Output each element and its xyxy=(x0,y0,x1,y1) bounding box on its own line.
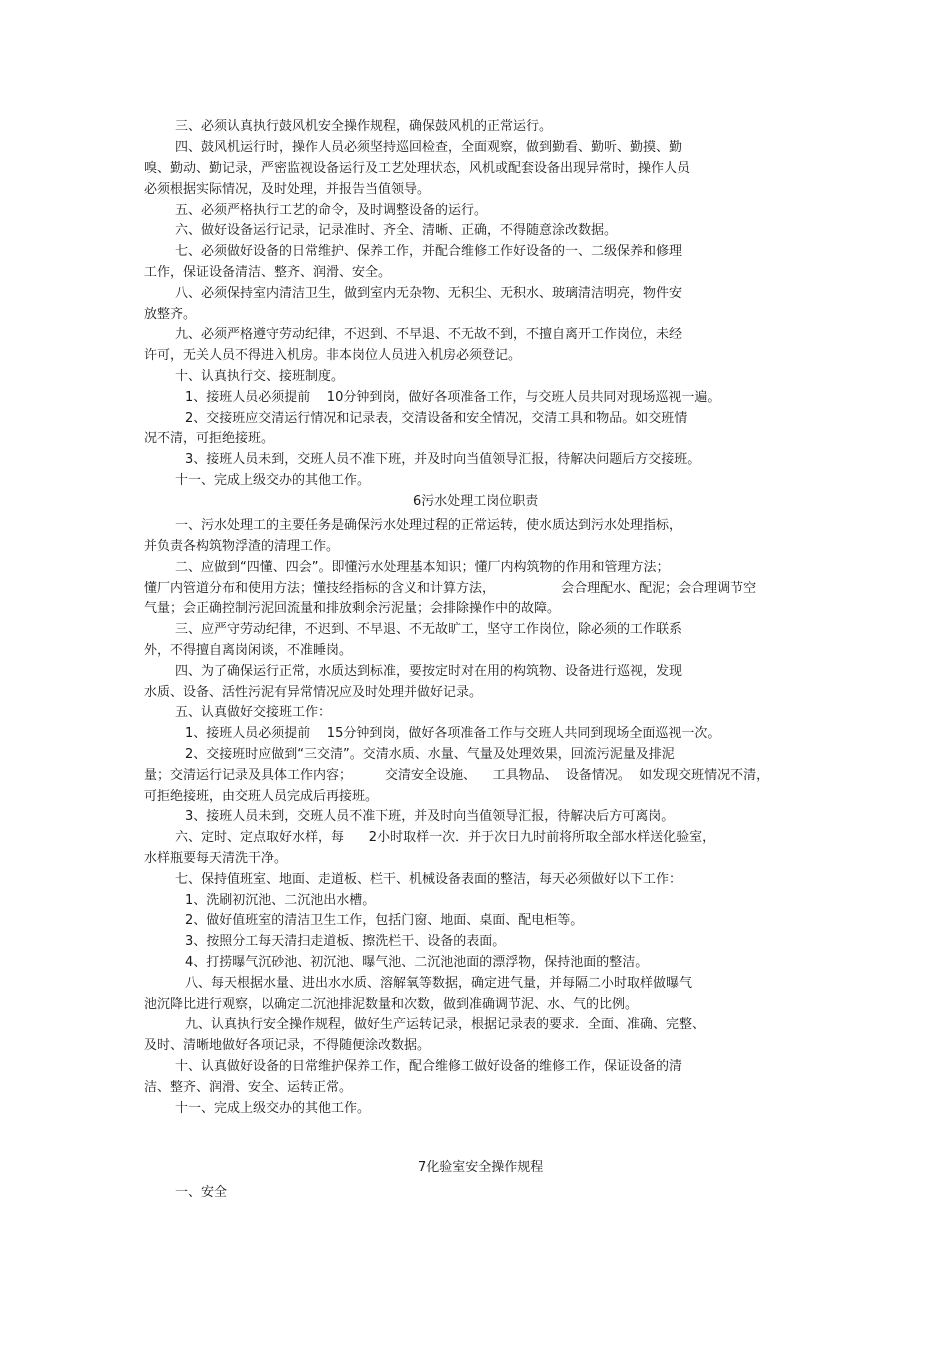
paragraph-line: 二、应做到“四懂、四会”。即懂污水处理基本知识；懂厂内构筑物的作用和管理方法； xyxy=(175,560,670,575)
paragraph-line: 水质、设备、活性污泥有异常情况应及时处理并做好记录。 xyxy=(144,685,483,700)
paragraph-line: 2、做好值班室的清洁卫生工作，包括门窗、地面、桌面、配电柜等。 xyxy=(185,913,584,928)
paragraph-line: 六、做好设备运行记录，记录准时、齐全、清晰、正确，不得随意涂改数据。 xyxy=(175,223,618,238)
paragraph-line: 十、认真执行交、接班制度。 xyxy=(175,369,345,384)
paragraph-line: 七、必须做好设备的日常维护、保养工作，并配合维修工作好设备的一、二级保养和修理 xyxy=(175,244,683,259)
paragraph-line: 况不清，可拒绝接班。 xyxy=(144,431,275,446)
paragraph-line: 气量；会正确控制污泥回流量和排放剩余污泥量；会排除操作中的故障。 xyxy=(144,601,561,616)
paragraph-line: 工作，保证设备清洁、整齐、润滑、安全。 xyxy=(144,265,392,280)
paragraph-line: 三、应严守劳动纪律，不迟到、不早退、不无故旷工，坚守工作岗位，除必须的工作联系 xyxy=(175,622,683,637)
paragraph-line: 4、打捞曝气沉砂池、初沉池、曝气池、二沉池池面的漂浮物，保持池面的整洁。 xyxy=(185,955,649,970)
paragraph-line: 量；交清运行记录及具体工作内容； 交清安全设施、 工具物品、 设备情况。 如发现交班情况不清， xyxy=(144,768,770,783)
paragraph-line: 八、每天根据水量、进出水水质、溶解氧等数据，确定进气量，并每隔二小时取样做曝气 xyxy=(185,976,693,991)
paragraph-line: 放整齐。 xyxy=(144,307,197,322)
paragraph-line: 五、认真做好交接班工作： xyxy=(175,705,332,720)
paragraph-line: 2、交接班应交清运行情况和记录表，交清设备和安全情况，交清工具和物品。如交班情 xyxy=(185,411,688,426)
paragraph-line: 九、必须严格遵守劳动纪律，不迟到、不早退、不无故不到，不擅自离开工作岗位，未经 xyxy=(175,327,683,342)
paragraph-line: 外，不得擅自离岗闲谈，不准睡岗。 xyxy=(144,643,353,658)
section-title: 7化验室安全操作规程 xyxy=(418,1160,544,1175)
paragraph-line: 一、安全 xyxy=(175,1185,228,1200)
paragraph-line: 3、接班人员未到，交班人员不准下班，并及时向当值领导汇报，待解决后方可离岗。 xyxy=(185,809,675,824)
paragraph-line: 六、定时、定点取好水样，每 2小时取样一次．并于次日九时前将所取全部水样送化验室， xyxy=(175,830,716,845)
paragraph-line: 并负责各构筑物浮渣的清理工作。 xyxy=(144,539,340,554)
paragraph-line: 十一、完成上级交办的其他工作。 xyxy=(175,473,371,488)
paragraph-line: 2、交接班时应做到“三交清”。交清水质、水量、气量及处理效果，回流污泥量及排泥 xyxy=(185,747,675,762)
paragraph-line: 3、按照分工每天清扫走道板、擦洗栏干、设备的表面。 xyxy=(185,934,506,949)
paragraph-line: 许可，无关人员不得进入机房。非本岗位人员进入机房必须登记。 xyxy=(144,348,522,363)
paragraph-line: 可拒绝接班，由交班人员完成后再接班。 xyxy=(144,789,379,804)
paragraph-line: 七、保持值班室、地面、走道板、栏干、机械设备表面的整洁，每天必须做好以下工作： xyxy=(175,872,683,887)
paragraph-line: 四、为了确保运行正常，水质达到标准，要按定时对在用的构筑物、设备进行巡视，发现 xyxy=(175,664,683,679)
paragraph-line: 懂厂内管道分布和使用方法；懂技经指标的含义和计算方法， 会合理配水、配泥；会合理调节空 xyxy=(144,581,757,596)
paragraph-line: 1、接班人员必须提前 15分钟到岗，做好各项准备工作与交班人共同到现场全面巡视一次。 xyxy=(185,726,721,741)
paragraph-line: 嗅、勤动、勤记录，严密监视设备运行及工艺处理状态，风机或配套设备出现异常时，操作人员 xyxy=(144,161,691,176)
paragraph-line: 1、接班人员必须提前 10分钟到岗，做好各项准备工作，与交班人员共同对现场巡视一遍。 xyxy=(185,390,721,405)
paragraph-line: 洁、整齐、润滑、安全、运转正常。 xyxy=(144,1080,353,1095)
paragraph-line: 必须根据实际情况，及时处理，并报告当值领导。 xyxy=(144,182,431,197)
paragraph-line: 四、鼓风机运行时，操作人员必须坚持巡回检查，全面观察，做到勤看、勤听、勤摸、勤 xyxy=(175,140,683,155)
paragraph-line: 一、污水处理工的主要任务是确保污水处理过程的正常运转，使水质达到污水处理指标， xyxy=(175,518,683,533)
paragraph-line: 水样瓶要每天清洗干净。 xyxy=(144,851,288,866)
paragraph-line: 八、必须保持室内清洁卫生，做到室内无杂物、无积尘、无积水、玻璃清洁明亮，物件安 xyxy=(175,286,683,301)
paragraph-line: 1、洗刷初沉池、二沉池出水槽。 xyxy=(185,893,376,908)
paragraph-line: 五、必须严格执行工艺的命令，及时调整设备的运行。 xyxy=(175,203,488,218)
paragraph-line: 十、认真做好设备的日常维护保养工作，配合维修工做好设备的维修工作，保证设备的清 xyxy=(175,1059,683,1074)
paragraph-line: 3、接班人员未到，交班人员不准下班，并及时向当值领导汇报，待解决问题后方交接班。 xyxy=(185,452,701,467)
paragraph-line: 十一、完成上级交办的其他工作。 xyxy=(175,1101,371,1116)
section-title: 6污水处理工岗位职责 xyxy=(413,494,539,509)
paragraph-line: 及时、清晰地做好各项记录，不得随便涂改数据。 xyxy=(144,1038,431,1053)
paragraph-line: 九、认真执行安全操作规程，做好生产运转记录，根据记录表的要求．全面、准确、完整、 xyxy=(185,1017,706,1032)
paragraph-line: 池沉降比进行观察，以确定二沉池排泥数量和次数，做到准确调节泥、水、气的比例。 xyxy=(144,997,639,1012)
paragraph-line: 三、必须认真执行鼓风机安全操作规程，确保鼓风机的正常运行。 xyxy=(175,119,553,134)
